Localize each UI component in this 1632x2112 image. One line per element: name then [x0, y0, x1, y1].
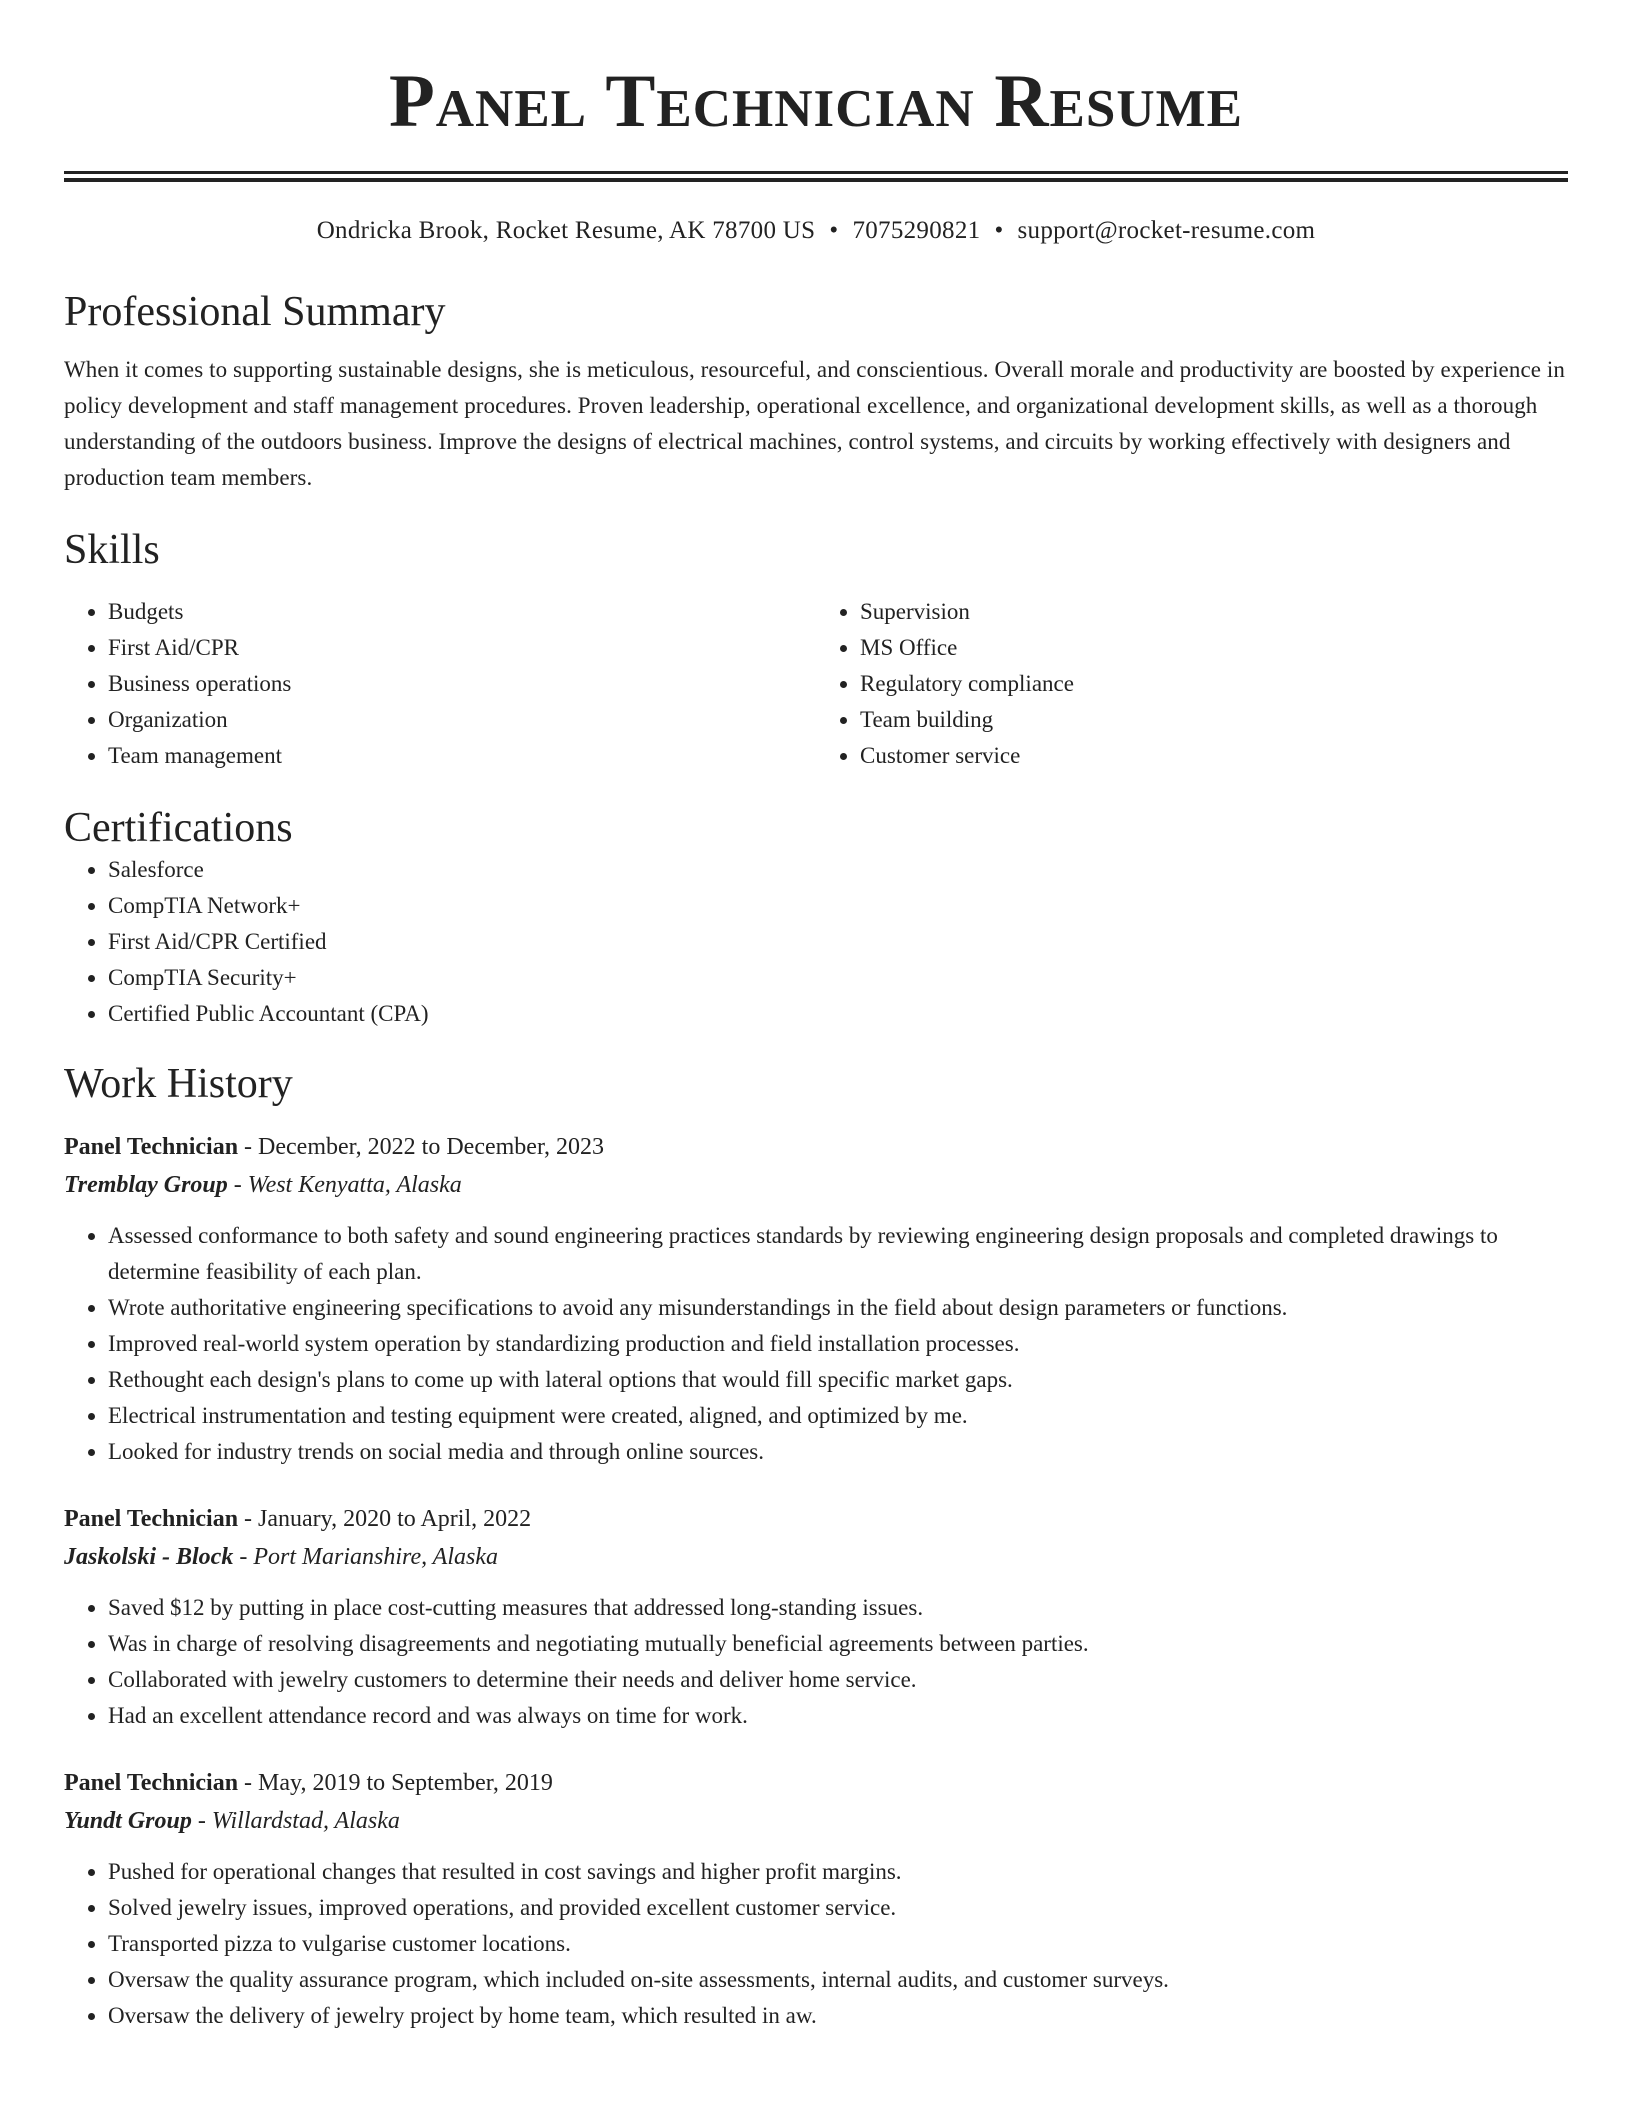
skills-list-right: [816, 594, 1568, 774]
header-divider-thick: [64, 178, 1568, 182]
job-title: Panel Technician: [64, 1770, 239, 1796]
certification-item: • CompTIA Network+: [108, 888, 1568, 924]
skill-item: • Team management: [108, 738, 816, 774]
skills-columns: [64, 594, 1568, 774]
job-bullet: • Solved jewelry issues, improved operations, and provided excellent customer service.: [108, 1890, 1568, 1926]
job-bullet: • Saved $12 by putting in place cost-cutting measures that addressed long-standing issues.: [108, 1590, 1568, 1626]
job-location: - West Kenyatta, Alaska: [227, 1172, 462, 1198]
job-bullet: • Had an excellent attendance record and was always on time for work.: [108, 1698, 1568, 1734]
job-dates: - May, 2019 to September, 2019: [238, 1770, 553, 1796]
job-bullets: [64, 1218, 1568, 1470]
job-header: [64, 1764, 1568, 1802]
job-company-line: [64, 1802, 1568, 1840]
job-company-line: [64, 1538, 1568, 1576]
skill-item: • Organization: [108, 702, 816, 738]
job-bullet: • Wrote authoritative engineering specifications to avoid any misunderstandings in the field about design parameters or functions.: [108, 1290, 1568, 1326]
summary-heading: Professional Summary: [64, 289, 446, 335]
job-bullet: • Electrical instrumentation and testing equipment were created, aligned, and optimized by me.: [108, 1398, 1568, 1434]
job-bullet: • Assessed conformance to both safety and sound engineering practices standards by reviewing engineering design proposals and completed drawings to determine feasibility of each plan.: [108, 1218, 1568, 1290]
skill-item: • Business operations: [108, 666, 816, 702]
job-entry: [64, 1128, 1568, 1470]
certifications-list: [64, 852, 1568, 1032]
contact-email[interactable]: support@rocket-resume.com: [1017, 217, 1316, 244]
skill-item: • Team building: [860, 702, 1568, 738]
contact-address: Ondricka Brook, Rocket Resume, AK 78700 US: [316, 217, 816, 244]
job-dates: - December, 2022 to December, 2023: [238, 1134, 604, 1160]
skills-list-left: [64, 594, 816, 774]
job-location: - Port Marianshire, Alaska: [233, 1544, 498, 1570]
header-divider-thin: [64, 171, 1568, 174]
skill-item: • First Aid/CPR: [108, 630, 816, 666]
job-bullet: • Oversaw the quality assurance program, which included on-site assessments, internal audits, and customer surveys.: [108, 1962, 1568, 1998]
job-company: Tremblay Group: [64, 1172, 228, 1198]
job-bullet: • Improved real-world system operation by standardizing production and field installation processes.: [108, 1326, 1568, 1362]
page-title: Panel Technician Resume: [388, 60, 1244, 143]
work-history-list: [64, 1128, 1568, 2034]
certification-item: • First Aid/CPR Certified: [108, 924, 1568, 960]
job-location: - Willardstad, Alaska: [191, 1808, 400, 1834]
certification-item: • Salesforce: [108, 852, 1568, 888]
skill-item: • Supervision: [860, 594, 1568, 630]
job-entry: [64, 1500, 1568, 1734]
contact-separator: •: [994, 217, 1004, 244]
certification-item: • CompTIA Security+: [108, 960, 1568, 996]
job-entry: [64, 1764, 1568, 2034]
summary-text: When it comes to supporting sustainable designs, she is meticulous, resourceful, and conscientious. Overall morale and productivity are boosted by experience in policy development and staff management procedures. Proven leadership, operational excellence, and organizational development skills, as well as a thorough understanding of the outdoors business. Improve the designs of electrical machines, control systems, and circuits by working effectively with designers and production team members.: [64, 357, 1566, 490]
skills-heading: Skills: [64, 527, 160, 573]
skill-item: • Customer service: [860, 738, 1568, 774]
job-bullet: • Was in charge of resolving disagreements and negotiating mutually beneficial agreements between parties.: [108, 1626, 1568, 1662]
job-header: [64, 1128, 1568, 1166]
job-bullet: • Collaborated with jewelry customers to determine their needs and deliver home service.: [108, 1662, 1568, 1698]
job-bullet: • Looked for industry trends on social media and through online sources.: [108, 1434, 1568, 1470]
job-header: [64, 1500, 1568, 1538]
contact-line: [64, 216, 1568, 246]
job-title: Panel Technician: [64, 1134, 239, 1160]
job-title: Panel Technician: [64, 1506, 239, 1532]
work-history-heading: Work History: [64, 1061, 293, 1107]
job-bullet: • Oversaw the delivery of jewelry project by home team, which resulted in aw.: [108, 1998, 1568, 2034]
certification-item: • Certified Public Accountant (CPA): [108, 996, 1568, 1032]
job-bullet: • Transported pizza to vulgarise customer locations.: [108, 1926, 1568, 1962]
contact-phone: 7075290821: [852, 217, 981, 244]
job-bullet: • Rethought each design's plans to come up with lateral options that would fill specific market gaps.: [108, 1362, 1568, 1398]
job-bullet: • Pushed for operational changes that resulted in cost savings and higher profit margins.: [108, 1854, 1568, 1890]
job-company-line: [64, 1166, 1568, 1204]
job-company: Jaskolski - Block: [64, 1544, 234, 1570]
job-bullets: [64, 1854, 1568, 2034]
job-company: Yundt Group: [64, 1808, 192, 1834]
job-dates: - January, 2020 to April, 2022: [238, 1506, 532, 1532]
skill-item: • Regulatory compliance: [860, 666, 1568, 702]
certifications-heading: Certifications: [64, 805, 293, 851]
contact-separator: •: [829, 217, 839, 244]
skill-item: • Budgets: [108, 594, 816, 630]
skill-item: • MS Office: [860, 630, 1568, 666]
job-bullets: [64, 1590, 1568, 1734]
